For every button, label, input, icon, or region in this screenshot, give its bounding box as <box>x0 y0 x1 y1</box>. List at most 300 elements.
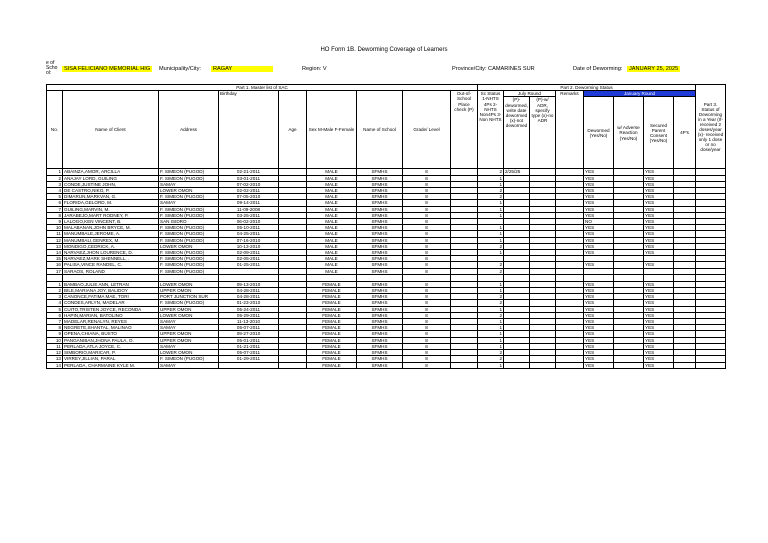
address-cell: F. SIMEON (PUGOD) <box>159 262 219 268</box>
consent-cell: YES <box>644 294 674 300</box>
birthday-cell: 07-02-2010 <box>219 181 279 187</box>
sex-cell: MALE <box>307 200 357 206</box>
birthday-cell: 09-27-2010 <box>219 331 279 337</box>
row-number-cell: 6 <box>47 200 63 206</box>
col-status: Sc Status 1-NHTS 4Ps 2-NHTS Non4Ps 3-Non NHTS <box>478 91 504 169</box>
client-name-cell: CUITO,TRISTEN JOYCE, RECONDA <box>63 306 159 312</box>
row-number-cell: 14 <box>47 250 63 256</box>
row-number-cell: 2 <box>47 175 63 181</box>
row-number-cell: 7 <box>47 319 63 325</box>
table-row <box>47 362 726 368</box>
dewormed-cell: YES <box>584 337 614 343</box>
client-name-cell: JARABEJO,MART RODNEY, P. <box>63 212 159 218</box>
sex-cell: MALE <box>307 237 357 243</box>
municipality-label: Municipality/City: <box>159 66 201 72</box>
school-cell: SFMHS <box>357 194 403 200</box>
status-cell: 2 <box>478 262 504 268</box>
grade-cell: 8 <box>403 219 451 225</box>
status-cell: 1 <box>478 319 504 325</box>
grade-cell: 8 <box>403 288 451 294</box>
school-cell: SFMHS <box>357 256 403 262</box>
sex-cell: FEMALE <box>307 312 357 318</box>
consent-cell: YES <box>644 337 674 343</box>
client-name-cell: MANUMBALE,JEROME, A. <box>63 231 159 237</box>
dewormed-cell: YES <box>584 331 614 337</box>
dewormed-cell: YES <box>584 237 614 243</box>
july-dewormed-cell: 2/25/25 <box>504 169 530 175</box>
consent-cell: YES <box>644 206 674 212</box>
part1-header: Part 1. Master list of SAC <box>47 85 478 91</box>
adverse-cell <box>614 362 644 368</box>
address-cell: LOWER OMON <box>159 350 219 356</box>
birthday-cell: 05-10-2011 <box>219 225 279 231</box>
col-birthday: Birthday <box>219 91 279 169</box>
school-cell: SFMHS <box>357 219 403 225</box>
status-cell: 1 <box>478 362 504 368</box>
grade-cell: 8 <box>403 300 451 306</box>
col-consent: Secured Parent Consent (Yes/No) <box>644 97 674 169</box>
consent-cell: YES <box>644 237 674 243</box>
dewormed-cell: YES <box>584 169 614 175</box>
grade-cell: 8 <box>403 294 451 300</box>
client-name-cell: MALABANAN,JOHN BRYCE, M. <box>63 225 159 231</box>
birthday-cell: 10-13-2010 <box>219 243 279 249</box>
grade-cell: 8 <box>403 356 451 362</box>
school-cell: SFMHS <box>357 262 403 268</box>
row-number-cell: 5 <box>47 306 63 312</box>
row-number-cell: 16 <box>47 262 63 268</box>
sex-cell: FEMALE <box>307 331 357 337</box>
sex-cell: MALE <box>307 206 357 212</box>
school-cell: SFMHS <box>357 325 403 331</box>
form-header <box>0 60 768 77</box>
row-number-cell: 9 <box>47 219 63 225</box>
part2-header: Part 2. Deworming Status <box>478 85 696 91</box>
sex-cell: FEMALE <box>307 300 357 306</box>
row-number-cell: 14 <box>47 362 63 368</box>
row-number-cell: 11 <box>47 343 63 349</box>
birthday-cell: 06-02-2010 <box>219 219 279 225</box>
female-rows <box>47 281 726 368</box>
grade-cell: 8 <box>403 319 451 325</box>
client-name-cell: DE CASTRO,NIKO, P. <box>63 188 159 194</box>
school-cell: SFMHS <box>357 350 403 356</box>
birthday-cell: 01-29-2011 <box>219 356 279 362</box>
part3-header: Part 3. Status of Deworming in a Year (If- received 2 doses/year (x)- received only 1 dose or no dose/year <box>696 85 726 169</box>
client-name-cell: CANONCE,FATIMA MAE, TORI <box>63 294 159 300</box>
status-cell: 1 <box>478 231 504 237</box>
row-number-cell: 10 <box>47 337 63 343</box>
sex-cell: MALE <box>307 175 357 181</box>
status-cell: 1 <box>478 343 504 349</box>
birthday-cell: 05-24-2011 <box>219 306 279 312</box>
school-cell: SFMHS <box>357 268 403 274</box>
grade-cell: 8 <box>403 312 451 318</box>
consent-cell: YES <box>644 194 674 200</box>
status-cell: 1 <box>478 237 504 243</box>
dewormed-cell: YES <box>584 319 614 325</box>
date-label: Date of Deworming: <box>573 66 623 72</box>
sex-cell: MALE <box>307 243 357 249</box>
birthday-cell: 02-21-2011 <box>219 169 279 175</box>
status-cell: 1 <box>478 331 504 337</box>
consent-cell: YES <box>644 200 674 206</box>
address-cell: F. SIMEON (PUGOD) <box>159 237 219 243</box>
school-cell: SFMHS <box>357 343 403 349</box>
row-separator <box>47 274 726 281</box>
sex-cell: MALE <box>307 194 357 200</box>
birthday-cell: 07-05-2010 <box>219 194 279 200</box>
col-out-of-school: Out-of-School Place check (P) <box>451 91 478 169</box>
school-cell: SFMHS <box>357 206 403 212</box>
client-name-cell: GUILING,MARVIN, M. <box>63 206 159 212</box>
address-cell: F. SIMEON (PUGOD) <box>159 256 219 262</box>
row-number-cell: 8 <box>47 325 63 331</box>
consent-cell: YES <box>644 306 674 312</box>
client-name-cell: NEGRETE,SHANTAL, MALINAO <box>63 325 159 331</box>
consent-cell: YES <box>644 225 674 231</box>
dewormed-cell: YES <box>584 350 614 356</box>
row-number-cell: 2 <box>47 288 63 294</box>
client-name-cell: PERLADA, CHARMAINE KYLE M. <box>63 362 159 368</box>
school-cell: SFMHS <box>357 331 403 337</box>
address-cell: F. SIMEON (PUGOD) <box>159 231 219 237</box>
client-name-cell: PERLADA,ATLA JOYCE, C. <box>63 343 159 349</box>
status-cell: 1 <box>478 337 504 343</box>
dewormed-cell: YES <box>584 194 614 200</box>
sex-cell: MALE <box>307 169 357 175</box>
client-name-cell: MADELAR,RENALYN, REYES <box>63 319 159 325</box>
status-cell: 2 <box>478 294 504 300</box>
status-cell: 2 <box>478 300 504 306</box>
dewormed-cell: YES <box>584 181 614 187</box>
school-cell: SFMHS <box>357 294 403 300</box>
grade-cell: 8 <box>403 194 451 200</box>
grade-cell: 8 <box>403 225 451 231</box>
school-cell: SFMHS <box>357 243 403 249</box>
sex-cell: MALE <box>307 212 357 218</box>
sex-cell: FEMALE <box>307 306 357 312</box>
row-number-cell: 5 <box>47 194 63 200</box>
client-name-cell: MANUMBALI,GENREX, M. <box>63 237 159 243</box>
row-number-cell: 1 <box>47 281 63 287</box>
status-cell: 1 <box>478 181 504 187</box>
grade-cell: 8 <box>403 268 451 274</box>
birthday-cell: 05-01-2011 <box>219 337 279 343</box>
consent-cell: YES <box>644 281 674 287</box>
sex-cell: MALE <box>307 225 357 231</box>
client-name-cell: CONDE,JUSTINE JOHN, <box>63 181 159 187</box>
birthday-cell: 01-23-2010 <box>219 300 279 306</box>
row-number-cell: 17 <box>47 268 63 274</box>
address-cell: SAMAY <box>159 325 219 331</box>
july-adr-cell <box>530 362 556 368</box>
birthday-cell <box>219 362 279 368</box>
grade-cell: 8 <box>403 243 451 249</box>
client-name-cell: CONDES,ARLYN, MADELAR <box>63 300 159 306</box>
col-no: No. <box>47 91 63 169</box>
row-number-cell: 3 <box>47 294 63 300</box>
dewormed-cell: YES <box>584 362 614 368</box>
out-of-school-cell <box>451 362 478 368</box>
consent-cell: YES <box>644 243 674 249</box>
consent-cell: YES <box>644 312 674 318</box>
address-cell: UPPER OMON <box>159 331 219 337</box>
status-cell: 2 <box>478 350 504 356</box>
dewormed-cell: YES <box>584 288 614 294</box>
status-cell: 1 <box>478 212 504 218</box>
region-label: Region: V <box>302 66 327 72</box>
address-cell: LOWER OMON <box>159 312 219 318</box>
school-cell: SFMHS <box>357 175 403 181</box>
school-label: e of Scho ol: <box>46 60 58 76</box>
school-cell: SFMHS <box>357 288 403 294</box>
status-cell: 1 <box>478 250 504 256</box>
dewormed-cell: YES <box>584 312 614 318</box>
dewormed-cell: YES <box>584 188 614 194</box>
july-round-header: July Round <box>504 91 556 97</box>
grade-cell: 8 <box>403 237 451 243</box>
grade-cell: 8 <box>403 212 451 218</box>
dewormed-cell: YES <box>584 281 614 287</box>
sex-cell: MALE <box>307 256 357 262</box>
dewormed-cell: YES <box>584 306 614 312</box>
row-number-cell: 12 <box>47 350 63 356</box>
row-number-cell: 7 <box>47 206 63 212</box>
address-cell: F. SIMEON (PUGOD) <box>159 250 219 256</box>
grade-cell: 8 <box>403 175 451 181</box>
client-name-cell: PANGANIBAN,JHONA PAULA, O. <box>63 337 159 343</box>
dewormed-cell: YES <box>584 212 614 218</box>
consent-cell: YES <box>644 300 674 306</box>
col-4ps: 4P's <box>674 97 696 169</box>
status-cell: 1 <box>478 288 504 294</box>
municipality-value: RAGAY <box>211 66 273 72</box>
sex-cell: MALE <box>307 181 357 187</box>
birthday-cell: 09-13-2010 <box>219 281 279 287</box>
status-cell: 1 <box>478 325 504 331</box>
consent-cell: YES <box>644 212 674 218</box>
client-name-cell: SIMBORIO,MARICAR, P. <box>63 350 159 356</box>
sex-cell: FEMALE <box>307 281 357 287</box>
sex-cell: FEMALE <box>307 288 357 294</box>
address-cell: SAMAY <box>159 181 219 187</box>
school-cell: SFMHS <box>357 281 403 287</box>
row-number-cell: 4 <box>47 300 63 306</box>
row-number-cell: 1 <box>47 169 63 175</box>
sex-cell: FEMALE <box>307 343 357 349</box>
status-cell: 2 <box>478 268 504 274</box>
consent-cell: YES <box>644 262 674 268</box>
row-number-cell: 11 <box>47 231 63 237</box>
dewormed-cell: YES <box>584 250 614 256</box>
birthday-cell: 03-01-2011 <box>219 175 279 181</box>
dewormed-cell: YES <box>584 356 614 362</box>
school-cell: SFMHS <box>357 312 403 318</box>
status-cell: 1 <box>478 281 504 287</box>
consent-cell: YES <box>644 250 674 256</box>
address-cell: F. SIMEON (PUGOD) <box>159 268 219 274</box>
sex-cell: FEMALE <box>307 319 357 325</box>
grade-cell: 8 <box>403 206 451 212</box>
school-cell: SFMHS <box>357 356 403 362</box>
address-cell: SAMAY <box>159 343 219 349</box>
school-cell: SFMHS <box>357 200 403 206</box>
grade-cell: 8 <box>403 231 451 237</box>
sex-cell: FEMALE <box>307 350 357 356</box>
form-title: HO Form 1B. Deworming Coverage of Learners <box>320 47 448 53</box>
status-cell: 1 <box>478 225 504 231</box>
school-cell: SFMHS <box>357 250 403 256</box>
col-july-adr: (P)-w/ ADR, specify type (x)-no ADR <box>530 97 556 169</box>
col-remarks: Remarks <box>556 91 584 169</box>
january-round-header: January Round <box>584 91 696 97</box>
sex-cell: MALE <box>307 250 357 256</box>
row-number-cell: 13 <box>47 356 63 362</box>
consent-cell: YES <box>644 343 674 349</box>
grade-cell: 8 <box>403 306 451 312</box>
client-name-cell: MONDIGO,CEDRICK, A. <box>63 243 159 249</box>
col-school: Name of School <box>357 91 403 169</box>
client-name-cell: HAPIN,MARIAN, BATOLINO <box>63 312 159 318</box>
date-value: JANUARY 25, 2025 <box>629 66 679 72</box>
client-name-cell: SARAOS, ROLAND <box>63 268 159 274</box>
address-cell: LOWER OMON <box>159 243 219 249</box>
address-cell: F. SIMEON (PUGOD) <box>159 206 219 212</box>
client-name-cell: FLORIDA,GELORD, M. <box>63 200 159 206</box>
birthday-cell: 04-28-2011 <box>219 288 279 294</box>
grade-cell: 8 <box>403 256 451 262</box>
col-client: Name of Client <box>63 91 159 169</box>
status-cell: 1 <box>478 206 504 212</box>
birthday-cell: 02-05-2011 <box>219 256 279 262</box>
client-name-cell: BILE,MARIANA JOY, BALIDOY <box>63 288 159 294</box>
status-cell: 1 <box>478 175 504 181</box>
grade-cell: 8 <box>403 262 451 268</box>
address-cell: SAMAY <box>159 200 219 206</box>
address-cell: LOWER OMON <box>159 281 219 287</box>
client-name-cell: DIMARUN,MARKVAN, G. <box>63 194 159 200</box>
grade-cell: 8 <box>403 281 451 287</box>
row-number-cell: 15 <box>47 256 63 262</box>
grade-cell: 8 <box>403 325 451 331</box>
address-cell: F. SIMEON (PUGOD) <box>159 194 219 200</box>
dewormed-cell: YES <box>584 325 614 331</box>
address-cell: SAMAY <box>159 319 219 325</box>
school-cell: SFMHS <box>357 319 403 325</box>
sex-cell: FEMALE <box>307 325 357 331</box>
status-cell: 2 <box>478 312 504 318</box>
school-cell: SFMHS <box>357 306 403 312</box>
sex-cell: MALE <box>307 231 357 237</box>
consent-cell: YES <box>644 188 674 194</box>
client-name-cell: OPENA,CHIANA, BUSTO <box>63 331 159 337</box>
dewormed-cell: YES <box>584 294 614 300</box>
address-cell: UPPER OMON <box>159 337 219 343</box>
col-address: Address <box>159 91 219 169</box>
sex-cell: MALE <box>307 268 357 274</box>
dewormed-cell: YES <box>584 206 614 212</box>
birthday-cell: 03-25-2011 <box>219 212 279 218</box>
birthday-cell: 05-07-2011 <box>219 350 279 356</box>
province-label: Province/City: CAMARINES SUR <box>452 66 535 72</box>
sex-cell: FEMALE <box>307 362 357 368</box>
school-cell: SFMHS <box>357 337 403 343</box>
row-number-cell: 3 <box>47 181 63 187</box>
school-cell: SFMHS <box>357 231 403 237</box>
grade-cell: 8 <box>403 331 451 337</box>
col-adverse: w/ Adverse Reaction (Yes/No) <box>614 97 644 169</box>
school-cell: SFMHS <box>357 362 403 368</box>
consent-cell: YES <box>644 331 674 337</box>
row-number-cell: 8 <box>47 212 63 218</box>
school-cell: SFMHS <box>357 237 403 243</box>
row-number-cell: 9 <box>47 331 63 337</box>
client-name-cell: LALOGO,KEN VINCENT, B. <box>63 219 159 225</box>
consent-cell: YES <box>644 325 674 331</box>
birthday-cell: 05-07-2011 <box>219 325 279 331</box>
school-cell: SFMHS <box>357 181 403 187</box>
address-cell: F. SIMEON (PUGOD) <box>159 356 219 362</box>
birthday-cell: 07-16-2010 <box>219 237 279 243</box>
client-name-cell: VIRREY,JILLIAN, PARAL <box>63 356 159 362</box>
col-july-dewormed: (P)- dewormed, write date dewormed (x)-not dewormed <box>504 97 530 169</box>
status-cell: 2 <box>478 194 504 200</box>
consent-cell: YES <box>644 169 674 175</box>
grade-cell: 8 <box>403 362 451 368</box>
col-sex: Sex M-Male F-Female <box>307 91 357 169</box>
client-name-cell: ABAINZA,AMOR, ARCILLA <box>63 169 159 175</box>
status-cell: 2 <box>478 169 504 175</box>
part3-status-cell <box>696 362 726 368</box>
client-name-cell: NARVAEZ,JHON LOURENCE, D. <box>63 250 159 256</box>
col-age: Age <box>279 91 307 169</box>
consent-cell: YES <box>644 356 674 362</box>
school-name: SISA FELICIANO MEMORIAL HIG <box>64 66 151 72</box>
status-cell: 2 <box>478 243 504 249</box>
birthday-cell: 02-09-2011 <box>219 250 279 256</box>
birthday-cell: 02-02-2011 <box>219 188 279 194</box>
birthday-cell: 04-28-2011 <box>219 294 279 300</box>
address-cell: F. SIMEON (PUGOD) <box>159 212 219 218</box>
grade-cell: 8 <box>403 343 451 349</box>
birthday-cell: 05-29-2011 <box>219 312 279 318</box>
col-grade: Grade/ Level <box>403 91 451 169</box>
address-cell: SAN ISIDRO <box>159 219 219 225</box>
sex-cell: MALE <box>307 188 357 194</box>
consent-cell: YES <box>644 362 674 368</box>
male-rows <box>47 169 726 274</box>
address-cell: UPPER OMON <box>159 288 219 294</box>
client-name-cell: ANAJAY LORD, GUILING <box>63 175 159 181</box>
address-cell: PORT JUNCTION SUR <box>159 294 219 300</box>
address-cell: SAMAY <box>159 362 219 368</box>
row-number-cell: 12 <box>47 237 63 243</box>
sex-cell: FEMALE <box>307 337 357 343</box>
dewormed-cell: NO <box>584 219 614 225</box>
birthday-cell: 04-25-2011 <box>219 231 279 237</box>
consent-cell: YES <box>644 231 674 237</box>
remarks-cell <box>556 362 584 368</box>
grade-cell: 8 <box>403 200 451 206</box>
status-cell: 1 <box>478 306 504 312</box>
row-number-cell: 4 <box>47 188 63 194</box>
consent-cell: YES <box>644 219 674 225</box>
sex-cell: FEMALE <box>307 294 357 300</box>
status-cell: 1 <box>478 200 504 206</box>
consent-cell: YES <box>644 288 674 294</box>
grade-cell: 8 <box>403 169 451 175</box>
